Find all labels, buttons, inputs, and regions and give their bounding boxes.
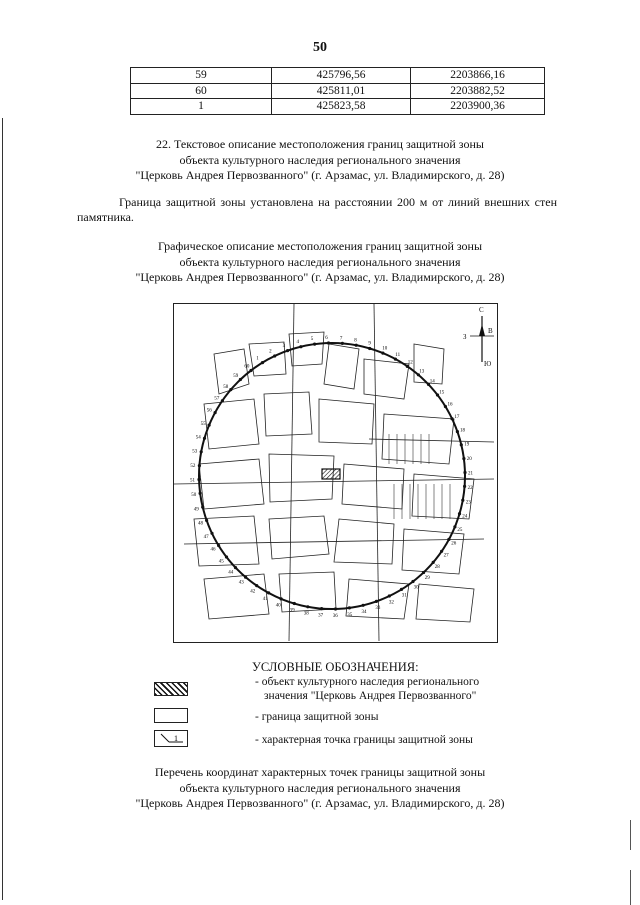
- boundary-point: [456, 430, 459, 433]
- boundary-point-label: 30: [413, 585, 419, 591]
- boundary-point: [205, 519, 208, 522]
- boundary-point: [249, 369, 252, 372]
- boundary-point-label: 10: [382, 346, 388, 352]
- boundary-point: [214, 411, 217, 414]
- boundary-point: [244, 576, 247, 579]
- heading-line: 22. Текстовое описание местоположения границ защитной зоны: [156, 137, 484, 151]
- boundary-point-label: 28: [434, 565, 440, 571]
- boundary-point-label: 12: [407, 360, 413, 366]
- boundary-point: [234, 566, 237, 569]
- coordinates-list-heading: [0, 765, 640, 812]
- boundary-point-label: 23: [465, 500, 471, 506]
- table-cell: 425796,56: [272, 68, 411, 84]
- boundary-point-label: 13: [419, 369, 425, 375]
- legend-line: - объект культурного наследия регионального: [255, 676, 480, 688]
- boundary-point: [201, 506, 204, 509]
- boundary-point-label: 5: [310, 337, 314, 343]
- boundary-point: [306, 605, 309, 608]
- boundary-point-label: 31: [401, 593, 407, 599]
- boundary-point: [273, 354, 276, 357]
- boundary-point-label: 59: [233, 374, 239, 380]
- boundary-point-label: 6: [325, 336, 328, 341]
- boundary-point: [293, 602, 296, 605]
- table-cell: 1: [131, 99, 272, 115]
- heading-line: объекта культурного наследия регионального значения: [179, 254, 461, 269]
- heading-line: "Церковь Андрея Первозванного" (г. Арзамас, ул. Владимирского, д. 28): [135, 270, 505, 284]
- boundary-point: [267, 591, 270, 594]
- legend-item-point: - характерная точка границы защитной зоны: [255, 734, 473, 746]
- legend-item-heritage: [255, 675, 479, 703]
- boundary-point-label: 45: [218, 559, 224, 565]
- zone-description-paragraph: Граница защитной зоны установлена на расстоянии 200 м от линий внешних стен памятника.: [77, 195, 557, 224]
- heading-line: объекта культурного наследия регионального значения: [179, 780, 461, 795]
- boundary-point-label: 22: [467, 485, 473, 491]
- boundary-point: [463, 471, 466, 474]
- boundary-point-label: 56: [206, 408, 212, 414]
- boundary-point-label: 49: [193, 507, 199, 513]
- boundary-point: [394, 358, 397, 361]
- heritage-object-marker: [322, 469, 340, 479]
- boundary-point: [320, 607, 323, 610]
- boundary-point: [203, 437, 206, 440]
- boundary-point: [208, 424, 211, 427]
- table-row: [131, 83, 545, 99]
- boundary-point: [460, 443, 463, 446]
- boundary-point-label: 18: [460, 428, 465, 434]
- section-22-heading: [0, 137, 640, 184]
- boundary-point: [400, 588, 403, 591]
- boundary-point: [453, 525, 456, 528]
- boundary-point-label: 21: [468, 471, 473, 477]
- heading-line: объекта культурного наследия регионального значения: [179, 152, 461, 167]
- boundary-point: [334, 607, 337, 610]
- boundary-point: [440, 550, 443, 553]
- boundary-point-label: 27: [443, 553, 449, 559]
- boundary-point-label: 57: [214, 396, 220, 402]
- boundary-point-label: 55: [200, 421, 206, 427]
- boundary-point: [239, 378, 242, 381]
- legend-point-label: 1: [174, 734, 178, 743]
- boundary-point: [327, 341, 330, 344]
- boundary-point-label: 14: [429, 379, 435, 385]
- boundary-point-label: 52: [190, 464, 196, 470]
- boundary-point-label: 2: [269, 349, 272, 355]
- boundary-point-label: 44: [228, 570, 234, 576]
- table-row: [131, 68, 545, 84]
- boundary-point-label: 48: [198, 521, 203, 527]
- boundary-point-label: 1: [256, 356, 259, 362]
- boundary-point-label: 17: [454, 415, 460, 421]
- legend-title: УСЛОВНЫЕ ОБОЗНАЧЕНИЯ:: [252, 660, 419, 674]
- boundary-point-label: 19: [464, 442, 470, 448]
- boundary-point-label: 25: [457, 528, 463, 534]
- boundary-point: [200, 450, 203, 453]
- boundary-point: [388, 594, 391, 597]
- boundary-point-label: 42: [250, 589, 256, 595]
- boundary-point-label: 46: [210, 547, 216, 553]
- heading-line: "Церковь Андрея Первозванного" (г. Арзамас, ул. Владимирского, д. 28): [135, 796, 505, 810]
- boundary-point: [280, 597, 283, 600]
- boundary-point: [458, 512, 461, 515]
- page-number: 50: [313, 40, 327, 55]
- heading-line: "Церковь Андрея Первозванного" (г. Арзамас, ул. Владимирского, д. 28): [135, 168, 505, 182]
- boundary-point-label: 39: [289, 608, 295, 614]
- boundary-point: [313, 343, 316, 346]
- boundary-point: [341, 342, 344, 345]
- legend-heritage-swatch: [154, 682, 188, 696]
- boundary-point-label: 24: [462, 514, 468, 520]
- heading-line: Перечень координат характерных точек границы защитной зоны: [154, 765, 486, 779]
- boundary-point: [286, 349, 289, 352]
- boundary-point-label: 8: [354, 338, 357, 344]
- table-cell: 2203900,36: [411, 99, 545, 115]
- table-cell: 2203866,16: [411, 68, 545, 84]
- table-cell: 425811,01: [272, 83, 411, 99]
- boundary-point: [210, 532, 213, 535]
- boundary-point-label: 26: [451, 541, 457, 547]
- boundary-point: [199, 492, 202, 495]
- boundary-point-label: 16: [447, 402, 453, 408]
- boundary-point-label: 50: [191, 493, 197, 499]
- boundary-point-label: 9: [368, 341, 371, 347]
- boundary-point: [217, 544, 220, 547]
- boundary-point: [411, 580, 414, 583]
- compass-east: В: [488, 327, 493, 335]
- boundary-point: [261, 361, 264, 364]
- boundary-point: [422, 571, 425, 574]
- boundary-point-label: 7: [339, 336, 343, 342]
- boundary-point: [225, 555, 228, 558]
- boundary-point: [255, 584, 258, 587]
- boundary-point-label: 11: [395, 352, 401, 358]
- boundary-point-label: 35: [347, 612, 353, 618]
- boundary-point-label: 15: [439, 390, 445, 396]
- coordinates-table: [130, 67, 545, 115]
- map-drawing: [174, 304, 496, 641]
- heading-line: Графическое описание местоположения границ защитной зоны: [157, 239, 483, 253]
- boundary-point-label: 53: [192, 449, 198, 455]
- legend-boundary-swatch: [154, 708, 188, 723]
- boundary-point-label: 43: [238, 580, 244, 586]
- boundary-point: [221, 399, 224, 402]
- boundary-point-label: 51: [190, 478, 195, 484]
- boundary-point: [375, 600, 378, 603]
- boundary-point: [197, 478, 200, 481]
- compass-west: З: [463, 333, 467, 341]
- table-cell: 59: [131, 68, 272, 84]
- boundary-point: [362, 604, 365, 607]
- zone-map: [173, 303, 498, 643]
- legend-item-boundary: - граница защитной зоны: [255, 711, 379, 723]
- legend-line: значения "Церковь Андрея Первозванного": [264, 690, 477, 702]
- boundary-point-label: 60: [244, 364, 250, 370]
- compass-south: Ю: [484, 360, 492, 368]
- boundary-point: [355, 344, 358, 347]
- boundary-point-label: 29: [424, 575, 430, 581]
- boundary-point: [450, 417, 453, 420]
- boundary-point-label: 33: [375, 606, 381, 611]
- boundary-point: [229, 388, 232, 391]
- boundary-point-label: 38: [303, 611, 309, 617]
- boundary-point-label: 58: [223, 384, 229, 390]
- right-margin-mark: [630, 870, 631, 905]
- table-cell: 60: [131, 83, 272, 99]
- boundary-point: [447, 538, 450, 541]
- boundary-point-label: 41: [262, 597, 268, 603]
- boundary-point-label: 36: [332, 614, 338, 619]
- table-row: [131, 99, 545, 115]
- boundary-point-label: 20: [466, 456, 472, 462]
- boundary-point: [299, 345, 302, 348]
- boundary-point: [462, 457, 465, 460]
- boundary-point-label: 40: [275, 603, 281, 609]
- graphic-description-heading: [0, 239, 640, 286]
- table-cell: 2203882,52: [411, 83, 545, 99]
- boundary-point-label: 34: [361, 610, 367, 616]
- compass-north: С: [479, 306, 484, 314]
- table-cell: 425823,58: [272, 99, 411, 115]
- boundary-point: [198, 464, 201, 467]
- boundary-point: [432, 561, 435, 564]
- legend-point-swatch: [154, 730, 188, 747]
- boundary-point: [348, 606, 351, 609]
- boundary-point: [461, 499, 464, 502]
- right-margin-mark: [630, 820, 631, 850]
- boundary-point-label: 4: [296, 339, 299, 345]
- boundary-point: [368, 347, 371, 350]
- boundary-point-label: 32: [388, 600, 394, 606]
- boundary-point-label: 3: [282, 344, 286, 349]
- boundary-point-label: 37: [318, 613, 324, 619]
- boundary-point-label: 47: [203, 534, 209, 540]
- compass-rose-icon: [463, 306, 494, 368]
- boundary-point-label: 54: [195, 435, 201, 441]
- boundary-point: [381, 352, 384, 355]
- boundary-point: [463, 485, 466, 488]
